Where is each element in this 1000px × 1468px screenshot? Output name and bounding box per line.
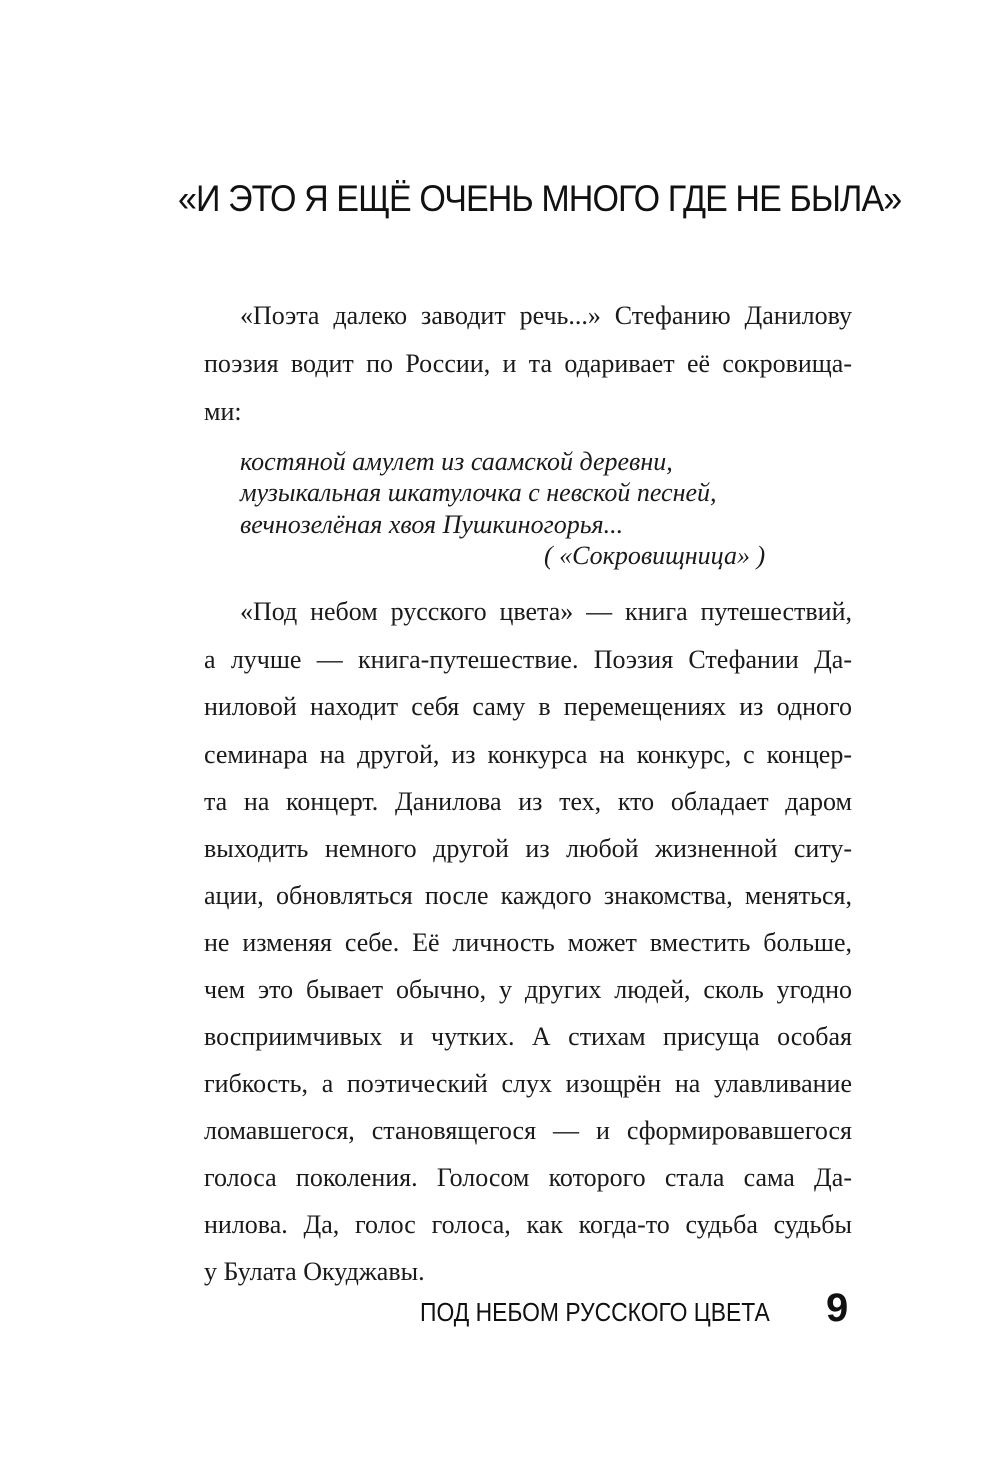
paragraph-line: не изменяя себе. Её личность может вместить больше, (204, 928, 852, 957)
paragraph-line: выходить немного другой из любой жизненной ситу- (204, 834, 852, 863)
chapter-title: «И ЭТО Я ЕЩЁ ОЧЕНЬ МНОГО ГДЕ НЕ БЫЛА» (178, 178, 902, 219)
paragraph-line: ми: (204, 397, 242, 426)
paragraph-line: нилова. Да, голос голоса, как когда-то судьба судьбы (204, 1210, 852, 1239)
quote-source: ( «Сокровищница» ) (544, 541, 766, 570)
paragraph-line: восприимчивых и чутких. А стихам присуща особая (204, 1022, 852, 1051)
paragraph-line: ации, обновляться после каждого знакомства, меняться, (204, 881, 852, 910)
quote-line: музыкальная шкатулочка с невской песней, (240, 478, 717, 507)
paragraph-line: семинара на другой, из конкурса на конкурс, с концер- (204, 740, 852, 769)
quote-line: костяной амулет из саамской деревни, (240, 447, 673, 476)
paragraph-line: голоса поколения. Голосом которого стала сама Да- (204, 1163, 852, 1192)
paragraph-line: ломавшегося, становящегося — и сформировавшегося (204, 1116, 852, 1145)
paragraph-line: ниловой находит себя саму в перемещениях из одного (204, 692, 852, 721)
paragraph-line: а лучше — книга-путешествие. Поэзия Стефании Да- (204, 645, 852, 674)
paragraph-line: поэзия водит по России, и та одаривает её сокровища- (204, 349, 852, 378)
paragraph-line: чем это бывает обычно, у других людей, сколь угодно (204, 975, 852, 1004)
running-title: ПОД НЕБОМ РУССКОГО ЦВЕТА (420, 1297, 770, 1327)
paragraph-line: «Под небом русского цвета» — книга путешествий, (240, 597, 852, 626)
paragraph-line: у Булата Окуджавы. (204, 1257, 425, 1286)
paragraph-line: «Поэта далеко заводит речь...» Стефанию Данилову (240, 301, 852, 330)
paragraph-line: гибкость, а поэтический слух изощрён на улавливание (204, 1069, 852, 1098)
quote-line: вечнозелёная хвоя Пушкиногорья... (240, 510, 624, 539)
paragraph-line: та на концерт. Данилова из тех, кто обладает даром (204, 787, 852, 816)
page-number: 9 (826, 1286, 849, 1330)
